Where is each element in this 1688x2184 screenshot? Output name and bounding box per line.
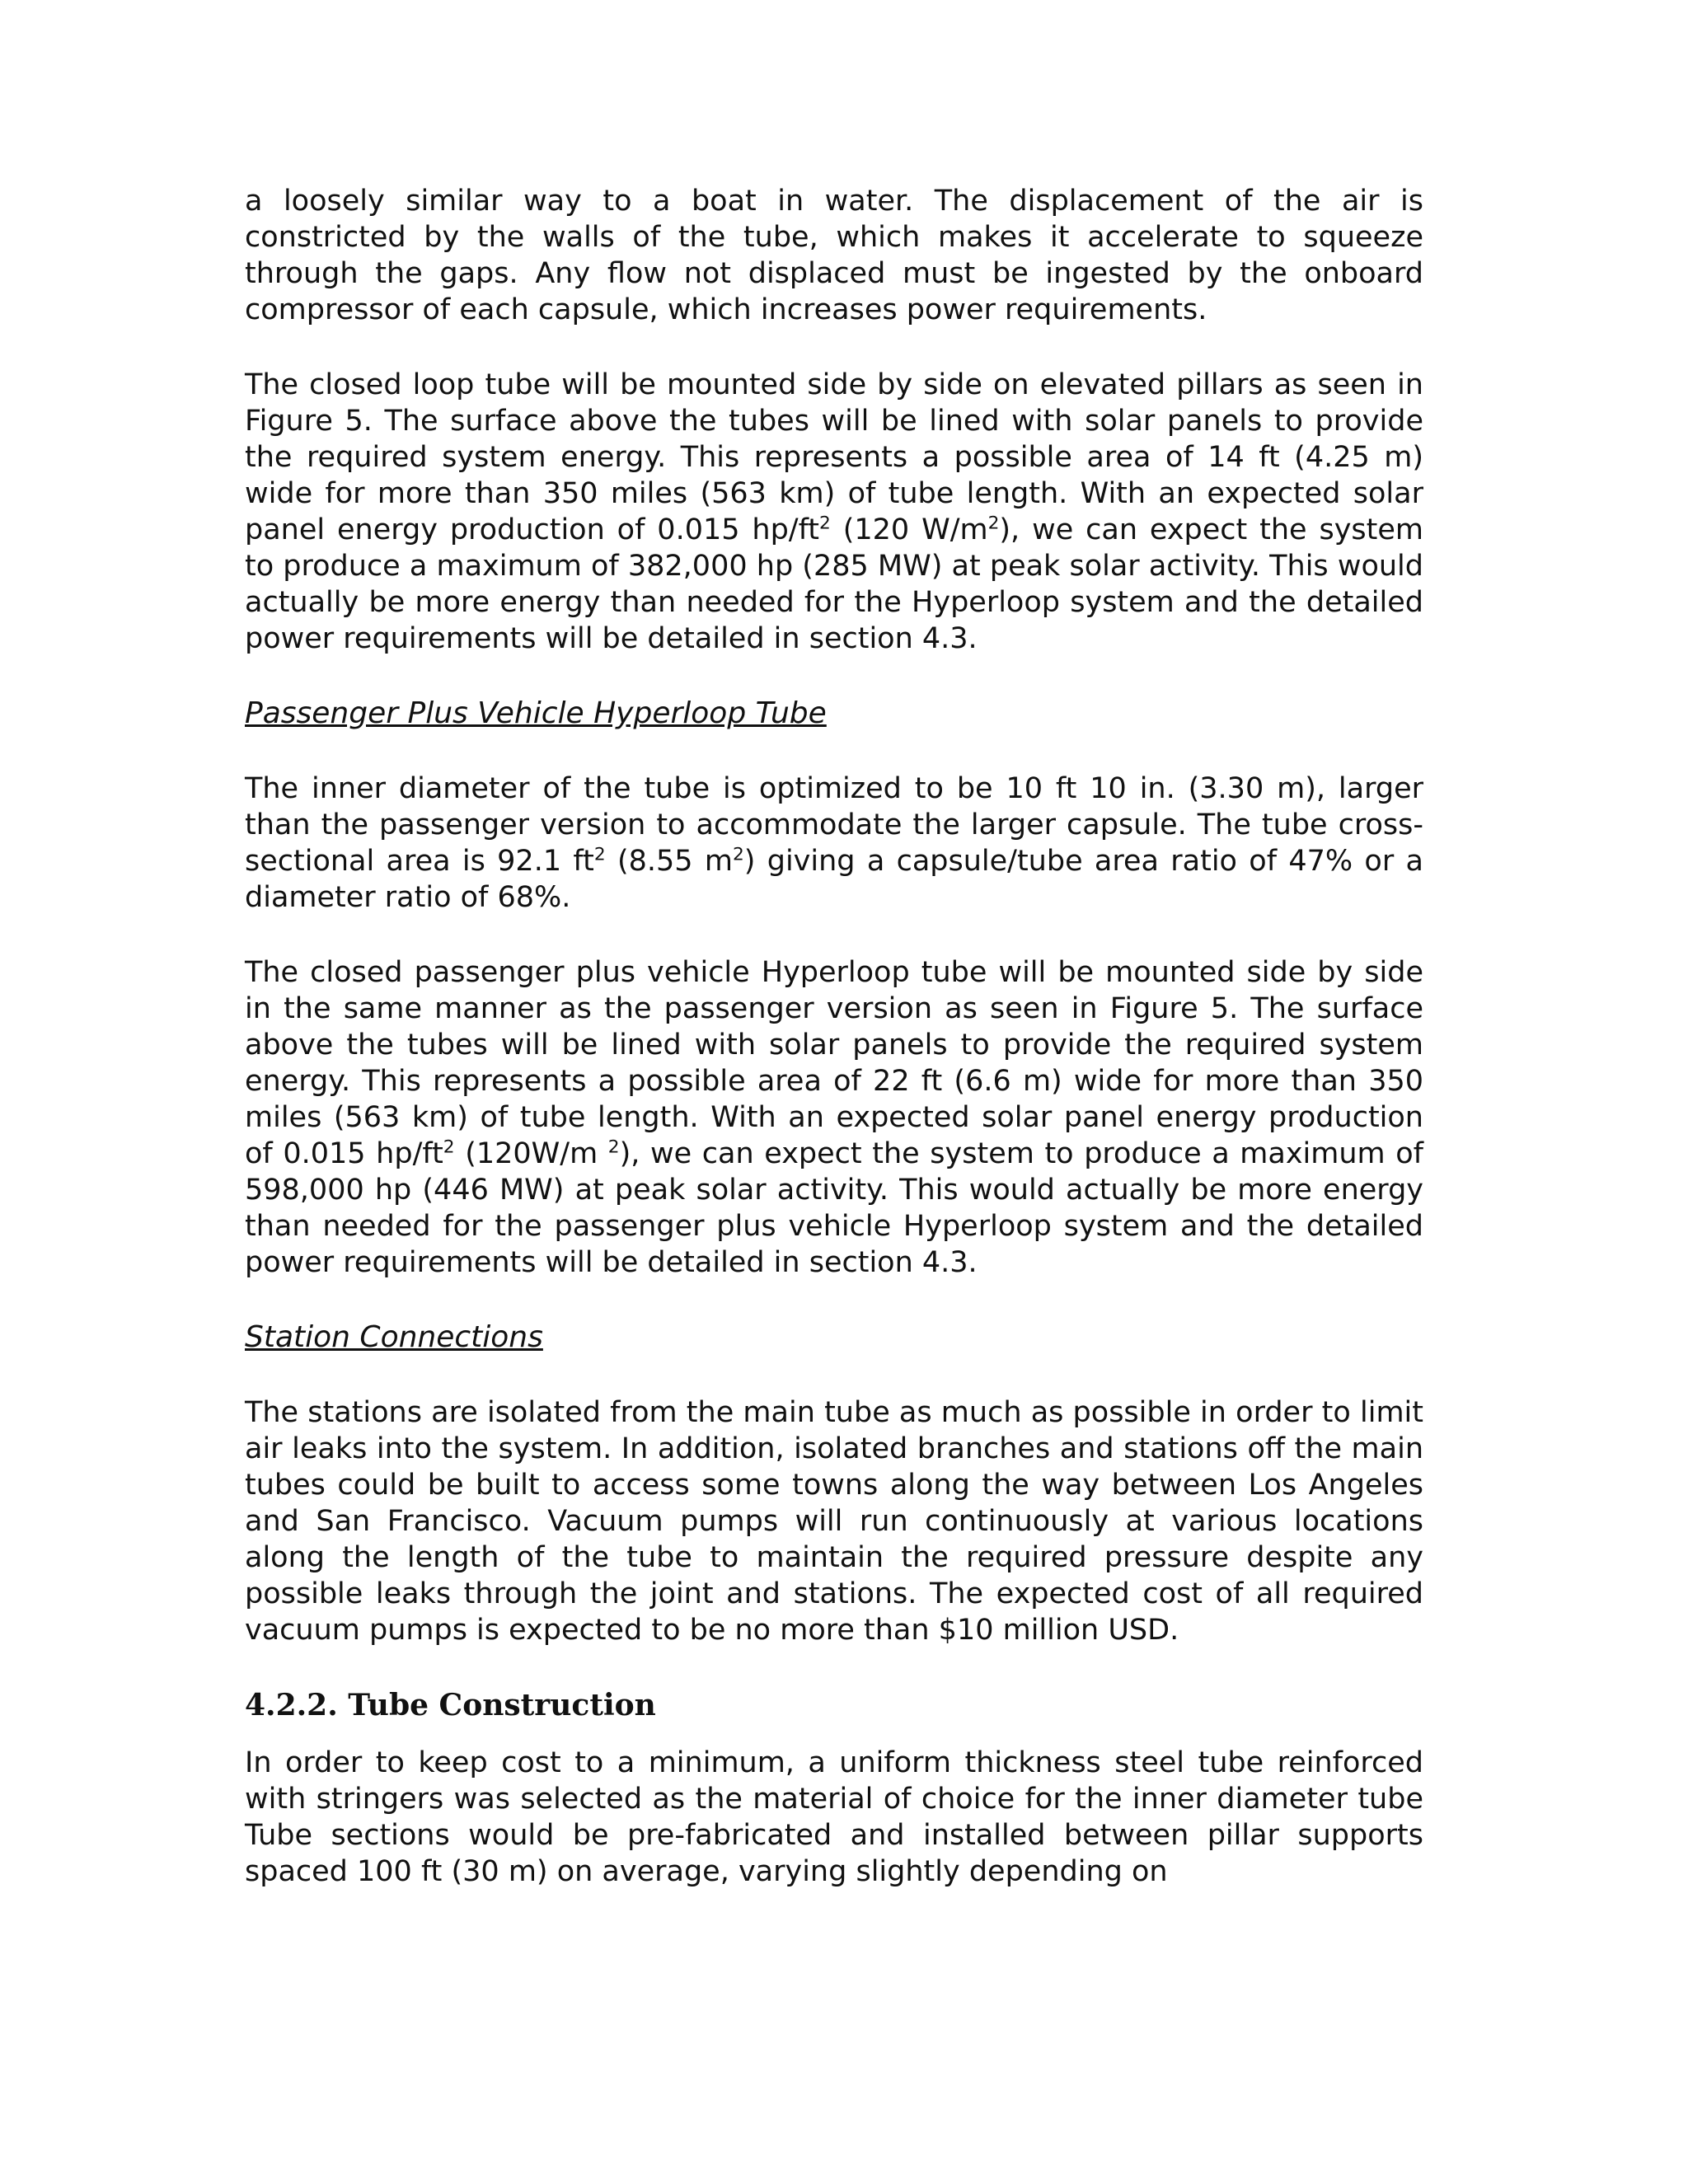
- paragraph-text: ) giving a capsule/tube area ratio of 47% or a diameter ratio of 68%.: [245, 845, 1423, 914]
- superscript: 2: [819, 513, 831, 534]
- superscript: 2: [607, 1137, 620, 1158]
- paragraph-inner-diameter: [245, 771, 1423, 916]
- paragraph-text: The stations are isolated from the main tube as much as possible in order to limit air leaks into the system. In addition, isolated branches and stations off the main tubes could be built to access some towns along the way between Los Angeles and San Francisco. Vacuum pumps will run continuously at various locations along the length of the tube to maintain the required pressure despite any possible leaks through the joint and stations. The expected cost of all required vacuum pumps is expected to be no more than $10 million USD.: [245, 1396, 1423, 1647]
- paragraph-text: ), we can expect the system to produce a maximum of 382,000 hp (285 MW) at peak solar activity. This would actually be more energy than needed for the Hyperloop system and the detailed power requirements will be detailed in section 4.3.: [245, 513, 1424, 655]
- paragraph-text: In order to keep cost to a minimum, a uniform thickness steel tube reinforced with stringers was selected as the material of choice for the inner diameter tube Tube sections would be pre-fabricated and installed between pillar supports spaced 100 ft (30 m) on average, varying slightly depending on: [245, 1746, 1423, 1888]
- paragraph-tube-construction: [245, 1745, 1423, 1890]
- paragraph-text: The closed loop tube will be mounted side by side on elevated pillars as seen in Figure 5. The surface above the tubes will be lined with solar panels to provide the required system energy. This represents a possible area of 14 ft (4.25 m) wide for more than 350 miles (563 km) of tube length. With an expected solar panel energy production of 0.015 hp/ft: [245, 368, 1423, 546]
- paragraph-passenger-tube-solar: [245, 367, 1423, 657]
- document-page: [245, 183, 1423, 1929]
- superscript: 2: [593, 844, 606, 865]
- section-heading-tube-construction: 4.2.2. Tube Construction: [245, 1688, 656, 1722]
- paragraph-text: a loosely similar way to a boat in water. The displacement of the air is constricted by the walls of the tube, which makes it accelerate to squeeze through the gaps. Any flow not displaced must be ingested by the onboard compressor of each capsule, which increases power requirements.: [245, 185, 1423, 326]
- paragraph-stations: [245, 1394, 1423, 1648]
- paragraph-text: (120 W/m: [830, 513, 988, 546]
- superscript: 2: [987, 513, 1000, 534]
- paragraph-text: (120W/m: [454, 1137, 608, 1170]
- subheading-passenger-plus-vehicle: Passenger Plus Vehicle Hyperloop Tube: [245, 696, 827, 730]
- paragraph-text: The closed passenger plus vehicle Hyperloop tube will be mounted side by side in the same manner as the passenger version as seen in Figure 5. The surface above the tubes will be lined with solar panels to provide the required system energy. This represents a possible area of 22 ft (6.6 m) wide for more than 350 miles (563 km) of tube length. With an expected solar panel energy production of 0.015 hp/ft: [245, 956, 1423, 1170]
- paragraph-vehicle-tube-solar: [245, 954, 1423, 1281]
- paragraph-text: (8.55 m: [605, 845, 733, 878]
- paragraph-air-displacement: [245, 183, 1423, 328]
- superscript: 2: [443, 1137, 455, 1158]
- superscript: 2: [732, 844, 744, 865]
- subheading-station-connections: Station Connections: [245, 1320, 543, 1354]
- paragraph-text: ), we can expect the system to produce a maximum of 598,000 hp (446 MW) at peak solar activity. This would actually be more energy than needed for the passenger plus vehicle Hyperloop system and the detailed power requirements will be detailed in section 4.3.: [245, 1137, 1424, 1279]
- paragraph-text: The inner diameter of the tube is optimized to be 10 ft 10 in. (3.30 m), larger than the passenger version to accommodate the larger capsule. The tube cross-sectional area is 92.1 ft: [245, 772, 1423, 878]
